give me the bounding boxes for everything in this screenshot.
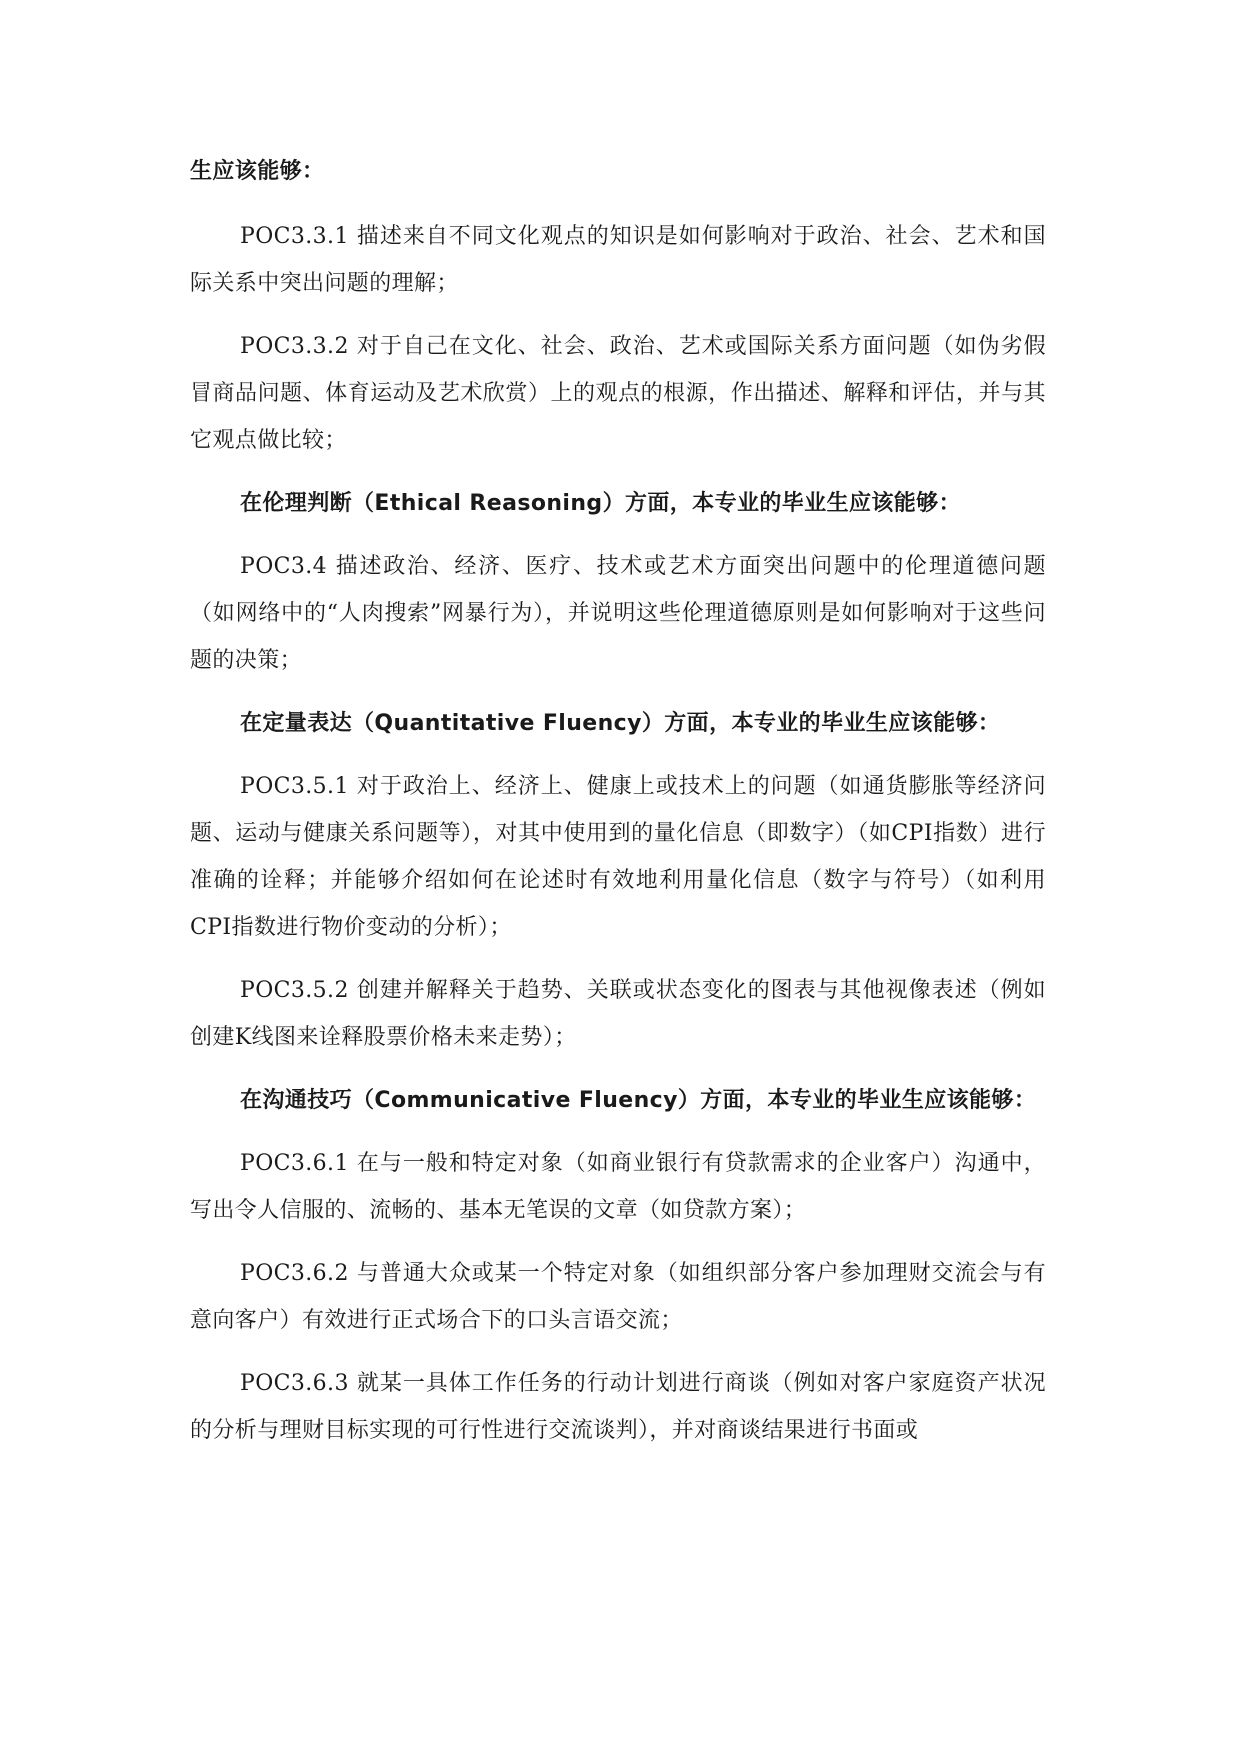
heading-quantitative-fluency: 在定量表达（Quantitative Fluency）方面，本专业的毕业生应该能够： bbox=[240, 711, 1001, 736]
paragraph-poc-3-5-2: POC3.5.2 创建并解释关于趋势、关联或状态变化的图表与其他视像表述（例如创建K线图来诠释股票价格未来走势）； bbox=[190, 978, 1046, 1050]
paragraph-poc-3-4: POC3.4 描述政治、经济、医疗、技术或艺术方面突出问题中的伦理道德问题（如网络中的“人肉搜索”网暴行为），并说明这些伦理道德原则是如何影响对于这些问题的决策； bbox=[190, 554, 1046, 673]
paragraph-poc-3-3-2: POC3.3.2 对于自己在文化、社会、政治、艺术或国际关系方面问题（如伪劣假冒商品问题、体育运动及艺术欣赏）上的观点的根源，作出描述、解释和评估，并与其它观点做比较； bbox=[190, 334, 1046, 453]
heading-communicative-fluency: 在沟通技巧（Communicative Fluency）方面，本专业的毕业生应该能够： bbox=[240, 1088, 1037, 1113]
paragraph-poc-3-5-1: POC3.5.1 对于政治上、经济上、健康上或技术上的问题（如通货膨胀等经济问题、运动与健康关系问题等），对其中使用到的量化信息（即数字）（如CPI指数）进行准确的诠释；并能够介绍如何在论述时有效地利用量化信息（数字与符号）（如利用CPI指数进行物价变动的分析）； bbox=[190, 774, 1046, 940]
paragraph-continuation-heading: 生应该能够： bbox=[190, 159, 325, 184]
paragraph-poc-3-6-1: POC3.6.1 在与一般和特定对象（如商业银行有贷款需求的企业客户）沟通中，写出令人信服的、流畅的、基本无笔误的文章（如贷款方案）； bbox=[190, 1151, 1046, 1223]
paragraph-poc-3-3-1: POC3.3.1 描述来自不同文化观点的知识是如何影响对于政治、社会、艺术和国际关系中突出问题的理解； bbox=[190, 224, 1046, 296]
heading-ethical-reasoning: 在伦理判断（Ethical Reasoning）方面，本专业的毕业生应该能够： bbox=[240, 491, 961, 516]
paragraph-poc-3-6-3: POC3.6.3 就某一具体工作任务的行动计划进行商谈（例如对客户家庭资产状况的分析与理财目标实现的可行性进行交流谈判），并对商谈结果进行书面或 bbox=[190, 1371, 1046, 1443]
document-page bbox=[190, 148, 1046, 1470]
paragraph-poc-3-6-2: POC3.6.2 与普通大众或某一个特定对象（如组织部分客户参加理财交流会与有意向客户）有效进行正式场合下的口头言语交流； bbox=[190, 1261, 1046, 1333]
